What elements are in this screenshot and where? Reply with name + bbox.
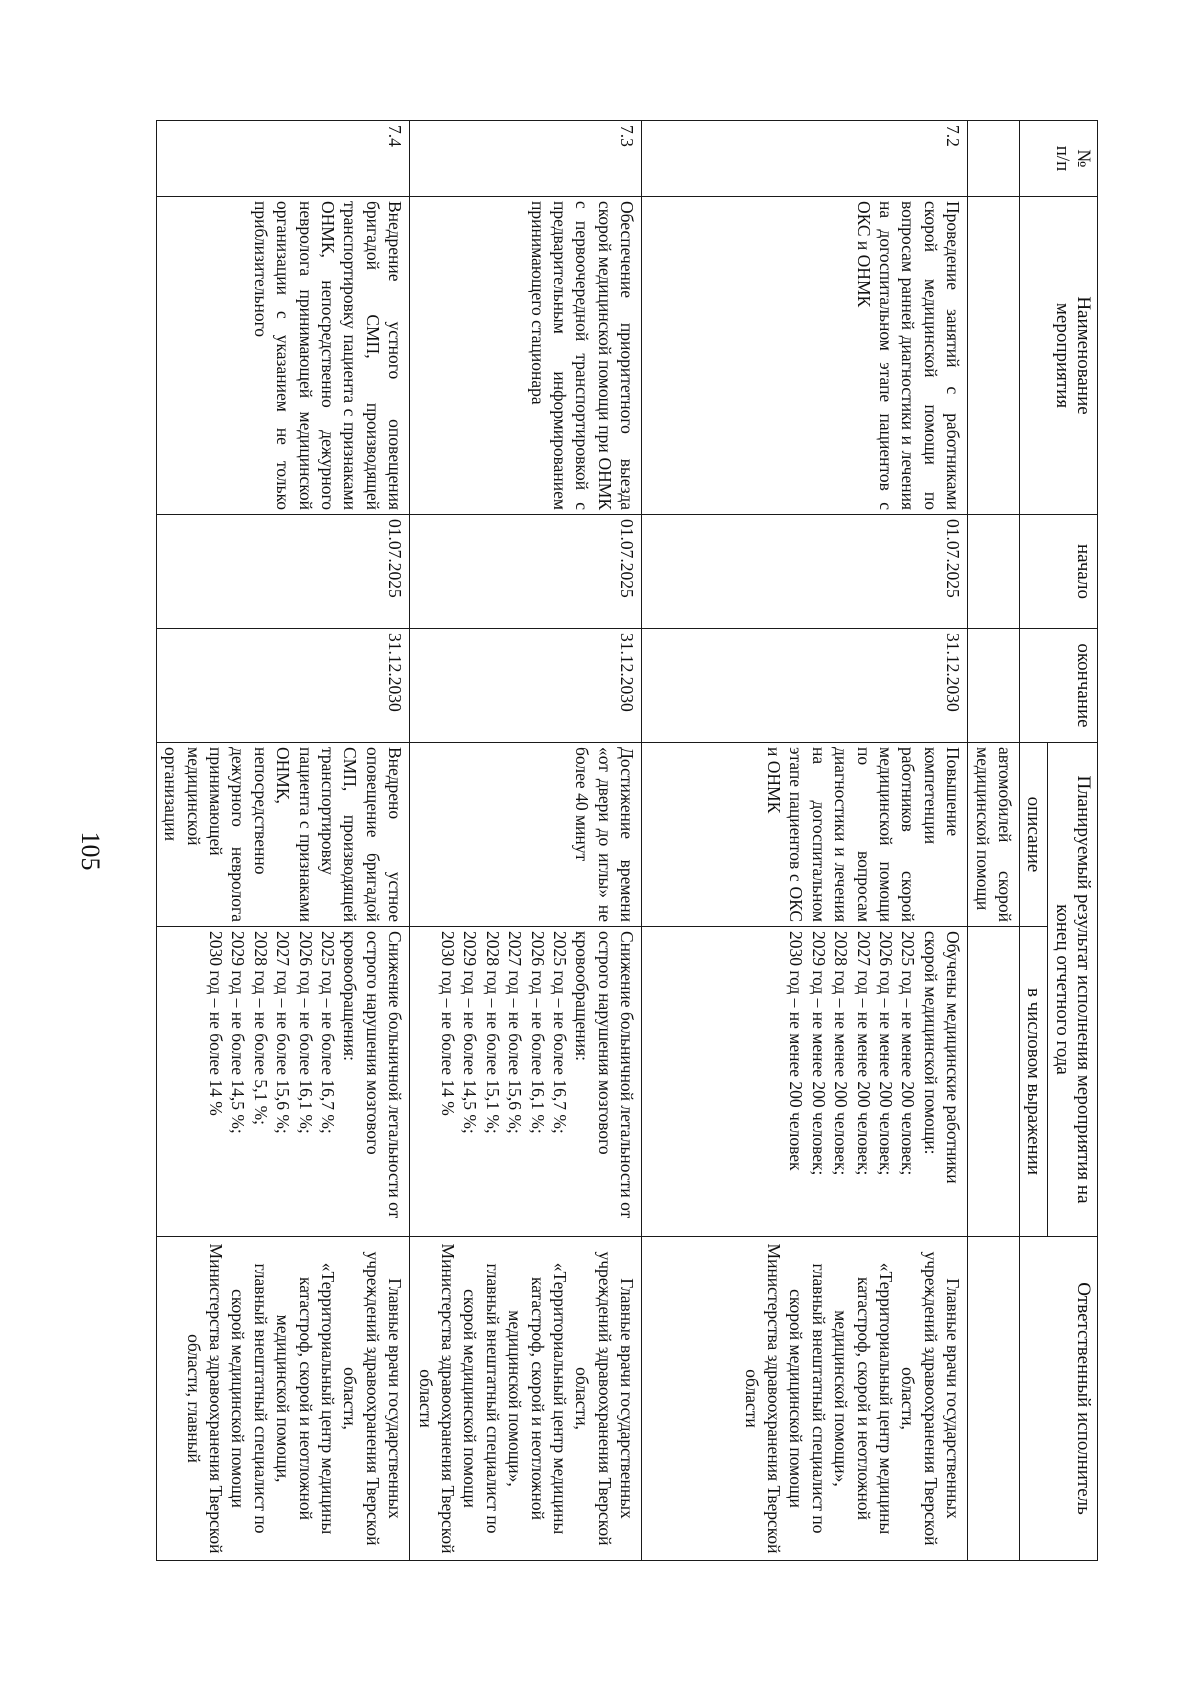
rotated-table-wrapper <box>161 120 1098 1560</box>
table-row <box>156 121 409 1561</box>
cont-cell-numeric <box>968 927 1020 1237</box>
cont-cell-executor <box>968 1237 1020 1561</box>
header-end: окончание <box>1020 629 1098 743</box>
continuation-row <box>968 121 1020 1561</box>
cont-cell-start <box>968 515 1020 629</box>
table-row <box>410 121 642 1561</box>
row-start-date: 01.07.2025 <box>156 515 409 629</box>
row-numeric-result: Снижение больничной летальности от острого нарушения мозгового кровообращения: 2025 год – не более 16,7 %; 2026 год – не более 16,1 %; 2027 год – не более 15,6 %; 2028 год – не более 5,1 %; 2029 год – не более 14,5 %; 2030 год – не более 14 % <box>156 927 409 1237</box>
row-executor: Главные врачи государственных учреждений здравоохранения Тверской области, «Территориальный центр медицины катастроф, скорой и неотложной медицинской помощи», главный внештатный специалист по скорой медицинской помощи Министерства здравоохранения Тверской области <box>410 1237 642 1561</box>
row-start-date: 01.07.2025 <box>642 515 968 629</box>
header-description: описание <box>1020 743 1048 927</box>
row-end-date: 31.12.2030 <box>642 629 968 743</box>
row-name: Обеспечение приоритетного выезда скорой медицинской помощи при ОНМК с первоочередной транспортировкой с предварительным информированием принимающего стационара <box>410 197 642 515</box>
row-name: Проведение занятий с работниками скорой медицинской помощи по вопросам ранней диагностики и лечения на догоспитальном этапе пациентов с ОКС и ОНМК <box>642 197 968 515</box>
row-description: Повышение компетенции работников скорой медицинской помощи по вопросам диагностики и лечения на догоспитальном этапе пациентов с ОКС и ОНМК <box>642 743 968 927</box>
header-result: Планируемый результат исполнения мероприятия на конец отчетного года <box>1048 743 1098 1237</box>
cont-cell-name <box>968 197 1020 515</box>
cont-cell-num <box>968 121 1020 197</box>
header-start: начало <box>1020 515 1098 629</box>
table-row <box>642 121 968 1561</box>
row-start-date: 01.07.2025 <box>410 515 642 629</box>
row-number: 7.3 <box>410 121 642 197</box>
row-name: Внедрение устного оповещения бригадой СМП, производящей транспортировку пациента с признаками ОНМК, непосредственно дежурного невролога принимающей медицинской организации с указанием не только приблизительного <box>156 197 409 515</box>
row-number: 7.2 <box>642 121 968 197</box>
cont-cell-description: автомобилей скорой медицинской помощи <box>968 743 1020 927</box>
row-numeric-result: Обучены медицинские работники скорой медицинской помощи: 2025 год – не менее 200 человек; 2026 год – не менее 200 человек; 2027 год – не менее 200 человек; 2028 год – не менее 200 человек; 2029 год – не менее 200 человек; 2030 год – не менее 200 человек <box>642 927 968 1237</box>
header-numeric: в числовом выражении <box>1020 927 1048 1237</box>
row-numeric-result: Снижение больничной летальности от острого нарушения мозгового кровообращения: 2025 год – не более 16,7 %; 2026 год – не более 16,1 %; 2027 год – не более 15,6 %; 2028 год – не более 15,1 %; 2029 год – не более 14,5 %; 2030 год – не более 14 % <box>410 927 642 1237</box>
row-executor: Главные врачи государственных учреждений здравоохранения Тверской области, «Территориальный центр медицины катастроф, скорой и неотложной медицинской помощи, главный внештатный специалист по скорой медицинской помощи Министерства здравоохранения Тверской области, главный <box>156 1237 409 1561</box>
row-number: 7.4 <box>156 121 409 197</box>
measures-table <box>156 120 1098 1561</box>
header-number: № п/п <box>1020 121 1098 197</box>
row-end-date: 31.12.2030 <box>156 629 409 743</box>
header-row-1 <box>1048 121 1098 1561</box>
cont-cell-end <box>968 629 1020 743</box>
header-executor: Ответственный исполнитель <box>1020 1237 1098 1561</box>
row-end-date: 31.12.2030 <box>410 629 642 743</box>
row-description: Достижение времени «от двери до иглы» не более 40 минут <box>410 743 642 927</box>
row-description: Внедрено устное оповещение бригадой СМП, производящей транспортировку пациента с признаками ОНМК, непосредственно дежурного невролога принимающей медицинской организации <box>156 743 409 927</box>
row-executor: Главные врачи государственных учреждений здравоохранения Тверской области, «Территориальный центр медицины катастроф, скорой и неотложной медицинской помощи», главный внештатный специалист по скорой медицинской помощи Министерства здравоохранения Тверской области <box>642 1237 968 1561</box>
header-name: Наименование мероприятия <box>1020 197 1098 515</box>
page-number: 105 <box>76 831 105 871</box>
